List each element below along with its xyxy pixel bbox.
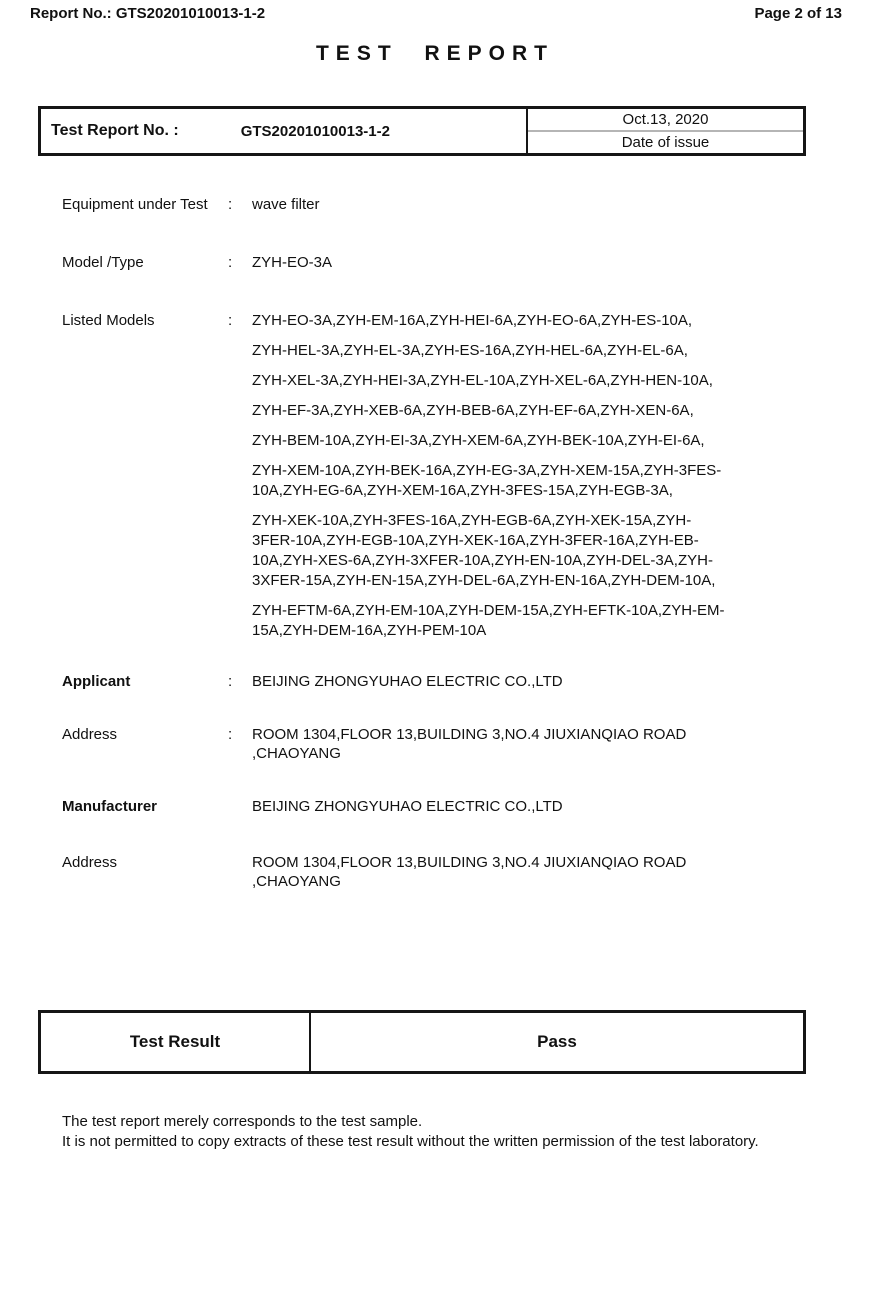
field-colon: : [228, 312, 233, 329]
field-value: wave filter [252, 196, 320, 213]
field-value: ROOM 1304,FLOOR 13,BUILDING 3,NO.4 JIUXIANQIAO ROAD ,CHAOYANG [252, 726, 687, 762]
field-colon: : [228, 196, 233, 213]
field-label: Listed Models [62, 312, 155, 329]
footer-line-2: It is not permitted to copy extracts of these test result without the written permission of the test laboratory. [62, 1133, 759, 1150]
issue-date-label: Date of issue [621, 134, 710, 151]
footer-note [62, 1112, 832, 1152]
field-colon [228, 797, 252, 816]
field-applicant [62, 672, 810, 691]
field-colon: : [228, 254, 233, 271]
field-listed-models [62, 311, 810, 641]
listed-models-group: ZYH-HEL-3A,ZYH-EL-3A,ZYH-ES-16A,ZYH-HEL-6A,ZYH-EL-6A, [252, 342, 688, 359]
test-result-box [38, 1010, 806, 1074]
field-manufacturer [62, 797, 810, 816]
running-header [30, 5, 842, 22]
field-label: Equipment under Test [62, 196, 208, 213]
listed-models-group: ZYH-EF-3A,ZYH-XEB-6A,ZYH-BEB-6A,ZYH-EF-6A,ZYH-XEN-6A, [252, 402, 694, 419]
listed-models-group: ZYH-XEL-3A,ZYH-HEI-3A,ZYH-EL-10A,ZYH-XEL-6A,ZYH-HEN-10A, [252, 372, 713, 389]
field-manufacturer-address [62, 853, 810, 891]
listed-models-group: ZYH-XEM-10A,ZYH-BEK-16A,ZYH-EG-3A,ZYH-XEM-15A,ZYH-3FES-10A,ZYH-EG-6A,ZYH-XEM-16A,ZYH-3FES-15A,ZYH-EGB-3A, [252, 462, 722, 499]
listed-models-group: ZYH-XEK-10A,ZYH-3FES-16A,ZYH-EGB-6A,ZYH-XEK-15A,ZYH-3FER-10A,ZYH-EGB-10A,ZYH-XEK-16A,ZYH-3FER-16A,ZYH-EB-10A,ZYH-XES-6A,ZYH-3XFER-10A,ZYH-EN-10A,ZYH-DEL-3A,ZYH-3XFER-15A,ZYH-EN-15A,ZYH-DEL-6A,ZYH-EN-16A,ZYH-DEM-10A, [252, 512, 716, 589]
field-colon [228, 853, 252, 891]
listed-models-group: ZYH-BEM-10A,ZYH-EI-3A,ZYH-XEM-6A,ZYH-BEK-10A,ZYH-EI-6A, [252, 432, 705, 449]
field-equipment-under-test [62, 195, 810, 214]
field-colon: : [228, 673, 233, 690]
field-label: Address [62, 726, 118, 743]
listed-models-group: ZYH-EFTM-6A,ZYH-EM-10A,ZYH-DEM-15A,ZYH-EFTK-10A,ZYH-EM-15A,ZYH-DEM-16A,ZYH-PEM-10A [252, 602, 725, 639]
page-title: TEST REPORT [315, 42, 554, 65]
date-of-issue-cell [528, 109, 803, 153]
field-colon: : [228, 726, 233, 743]
test-result-value: Pass [537, 1032, 577, 1051]
issue-date-value: Oct.13, 2020 [528, 109, 803, 132]
footer-line-1: The test report merely corresponds to the test sample. [62, 1113, 423, 1130]
field-label: Manufacturer [62, 798, 158, 815]
field-label: Address [62, 854, 118, 871]
field-value: BEIJING ZHONGYUHAO ELECTRIC CO.,LTD [252, 673, 563, 690]
field-applicant-address [62, 725, 810, 763]
field-value [252, 311, 734, 641]
field-label: Applicant [62, 673, 131, 690]
report-number-label: Test Report No. : [51, 122, 179, 139]
report-number-value: GTS20201010013-1-2 [240, 122, 390, 140]
field-model-type [62, 253, 810, 272]
field-value: BEIJING ZHONGYUHAO ELECTRIC CO.,LTD [252, 798, 563, 815]
report-number-cell [41, 109, 528, 153]
field-label: Model /Type [62, 254, 144, 271]
header-page-indicator: Page 2 of 13 [754, 5, 842, 22]
info-section [62, 195, 810, 891]
field-value: ZYH-EO-3A [252, 254, 333, 271]
field-value: ROOM 1304,FLOOR 13,BUILDING 3,NO.4 JIUXIANQIAO ROAD ,CHAOYANG [252, 854, 687, 890]
header-report-no: Report No.: GTS20201010013-1-2 [30, 5, 266, 22]
test-result-label: Test Result [41, 1013, 311, 1071]
listed-models-group: ZYH-EO-3A,ZYH-EM-16A,ZYH-HEI-6A,ZYH-EO-6A,ZYH-ES-10A, [252, 312, 693, 329]
report-number-box [38, 106, 806, 156]
